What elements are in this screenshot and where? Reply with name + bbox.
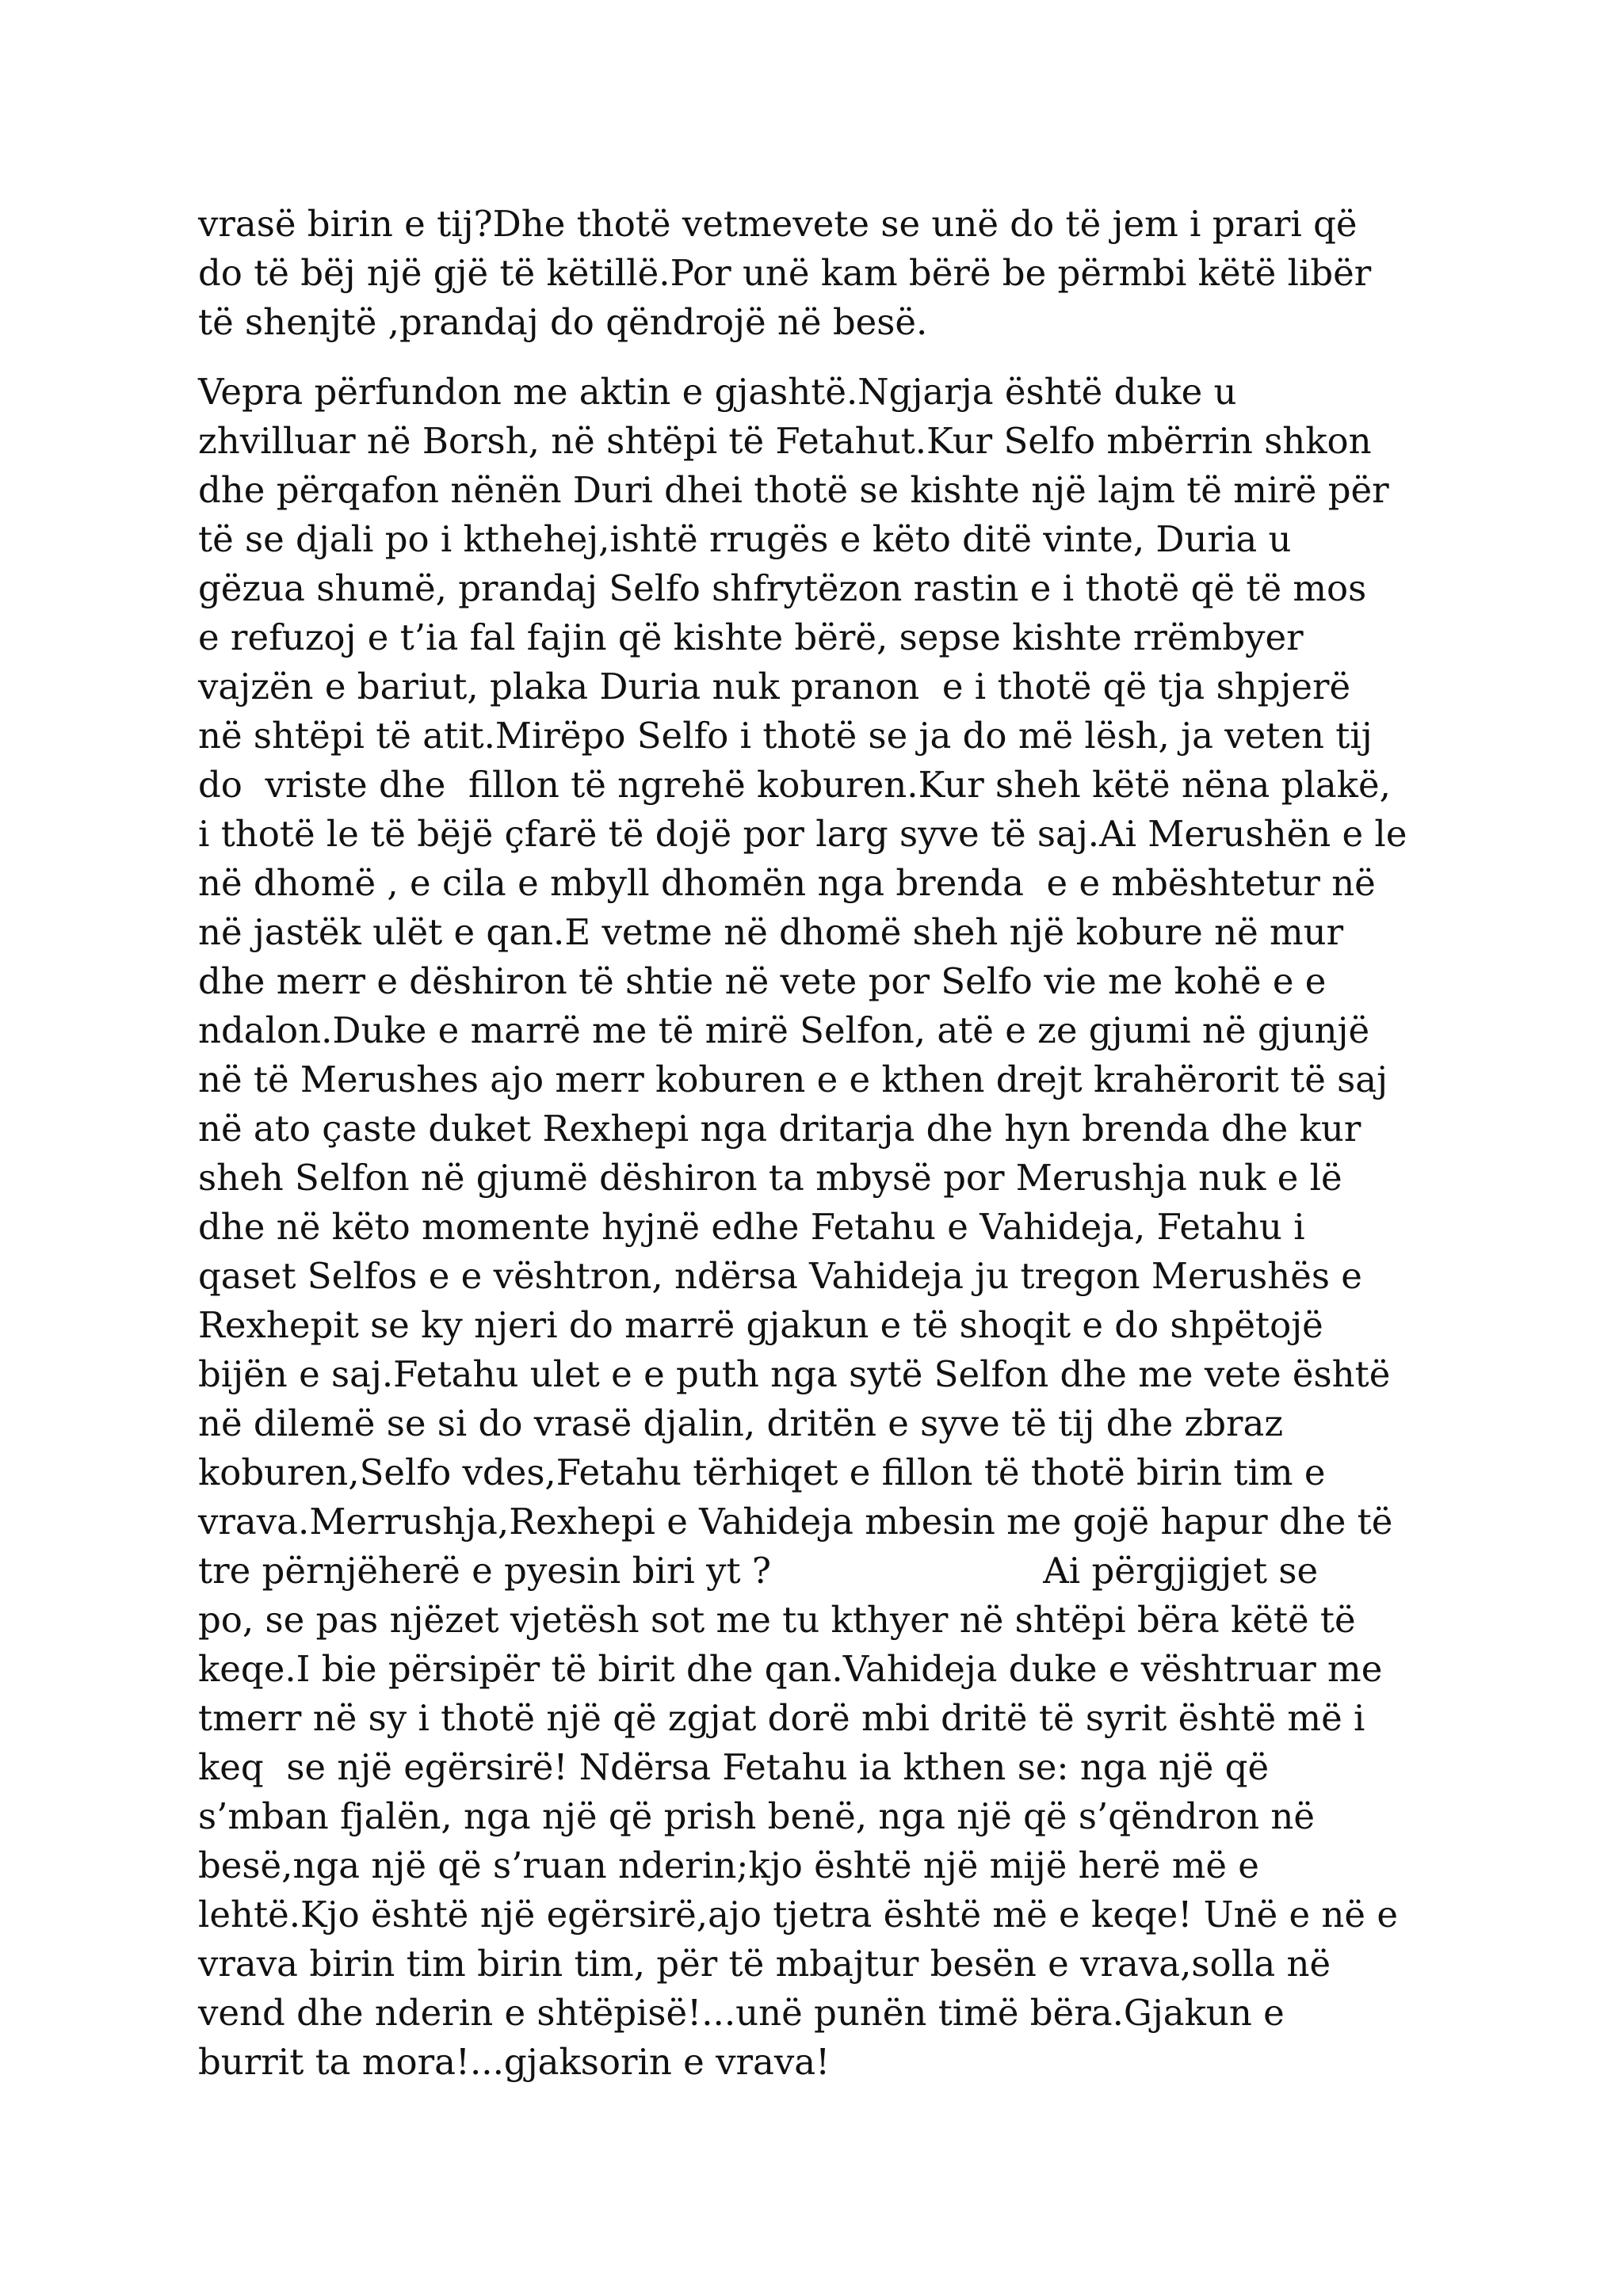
text-line: në të Merushes ajo merr koburen e e kthen drejt krahërorit të saj — [198, 1058, 1388, 1100]
text-line: e refuzoj e t’ia fal fajin që kishte bërë, sepse kishte rrëmbyer — [198, 616, 1304, 658]
text-line: s’mban fjalën, nga një që prish benë, nga një që s’qëndron në — [198, 1795, 1315, 1837]
text-line: vend dhe nderin e shtëpisë!...unë punën timë bëra.Gjakun e — [198, 1992, 1285, 2034]
text-line: do vriste dhe fillon të ngrehë koburen.Kur sheh këtë nëna plakë, — [198, 764, 1391, 806]
text-line: vajzën e bariut, plaka Duria nuk pranon e i thotë që tja shpjerë — [198, 666, 1351, 707]
text-line: në ato çaste duket Rexhepi nga dritarja dhe hyn brenda dhe kur — [198, 1108, 1361, 1150]
text-line: ndalon.Duke e marrë me të mirë Selfon, atë e ze gjumi në gjunjë — [198, 1009, 1370, 1051]
text-line: dhe përqafon nënën Duri dhei thotë se kishte një lajm të mirë për — [198, 469, 1389, 511]
paragraph-2 — [198, 368, 1450, 2087]
text-line: vrava.Merrushja,Rexhepi e Vahideja mbesin me gojë hapur dhe të — [198, 1501, 1393, 1543]
text-line: dhe në këto momente hyjnë edhe Fetahu e Vahideja, Fetahu i — [198, 1206, 1305, 1248]
text-line: tre përnjëherë e pyesin biri yt ? Ai përgjigjet se — [198, 1550, 1319, 1592]
text-line: lehtë.Kjo është një egërsirë,ajo tjetra është më e keqe! Unë e në e — [198, 1894, 1398, 1936]
text-line: Rexhepit se ky njeri do marrë gjakun e të shoqit e do shpëtojë — [198, 1304, 1323, 1346]
text-line: në shtëpi të atit.Mirëpo Selfo i thotë se ja do më lësh, ja veten tij — [198, 715, 1373, 757]
text-line: qaset Selfos e e vështron, ndërsa Vahideja ju tregon Merushës e — [198, 1255, 1362, 1297]
text-line: Vepra përfundon me aktin e gjashtë.Ngjarja është duke u — [198, 371, 1237, 413]
text-line: i thotë le të bëjë çfarë të dojë por larg syve të saj.Ai Merushën e le — [198, 813, 1407, 855]
text-line: do të bëj një gjë të këtillë.Por unë kam bërë be përmbi këtë libër — [198, 252, 1372, 294]
text-line: koburen,Selfo vdes,Fetahu tërhiqet e fillon të thotë birin tim e — [198, 1451, 1326, 1493]
text-line: vrasë birin e tij?Dhe thotë vetmevete se unë do të jem i prari që — [198, 203, 1358, 245]
text-line: në jastëk ulët e qan.E vetme në dhomë sheh një kobure në mur — [198, 911, 1344, 953]
text-line: burrit ta mora!...gjaksorin e vrava! — [198, 2041, 831, 2083]
text-line: në dhomë , e cila e mbyll dhomën nga brenda e e mbështetur në — [198, 862, 1376, 904]
text-line: keqe.I bie përsipër të birit dhe qan.Vahideja duke e vështruar me — [198, 1648, 1383, 1690]
paragraph-1 — [198, 200, 1450, 347]
text-line: tmerr në sy i thotë një që zgjat dorë mbi dritë të syrit është më i — [198, 1697, 1365, 1739]
text-line: dhe merr e dëshiron të shtie në vete por Selfo vie me kohë e e — [198, 960, 1327, 1002]
text-line: në dilemë se si do vrasë djalin, dritën e syve të tij dhe zbraz — [198, 1402, 1284, 1444]
text-line: të shenjtë ,prandaj do qëndrojë në besë. — [198, 301, 928, 343]
text-line: zhvilluar në Borsh, në shtëpi të Fetahut.Kur Selfo mbërrin shkon — [198, 420, 1372, 462]
text-line: sheh Selfon në gjumë dëshiron ta mbysë por Merushja nuk e lë — [198, 1157, 1342, 1199]
text-line: besë,nga një që s’ruan nderin;kjo është një mijë herë më e — [198, 1844, 1259, 1886]
text-line: gëzua shumë, prandaj Selfo shfrytëzon rastin e i thotë që të mos — [198, 567, 1367, 609]
text-line: keq se një egërsirë! Ndërsa Fetahu ia kthen se: nga një që — [198, 1746, 1270, 1788]
text-line: bijën e saj.Fetahu ulet e e puth nga sytë Selfon dhe me vete është — [198, 1353, 1391, 1395]
text-line: të se djali po i kthehej,ishtë rrugës e këto ditë vinte, Duria u — [198, 518, 1292, 560]
text-line: po, se pas njëzet vjetësh sot me tu kthyer në shtëpi bëra këtë të — [198, 1599, 1356, 1641]
text-line: vrava birin tim birin tim, për të mbajtur besën e vrava,solla në — [198, 1943, 1331, 1985]
